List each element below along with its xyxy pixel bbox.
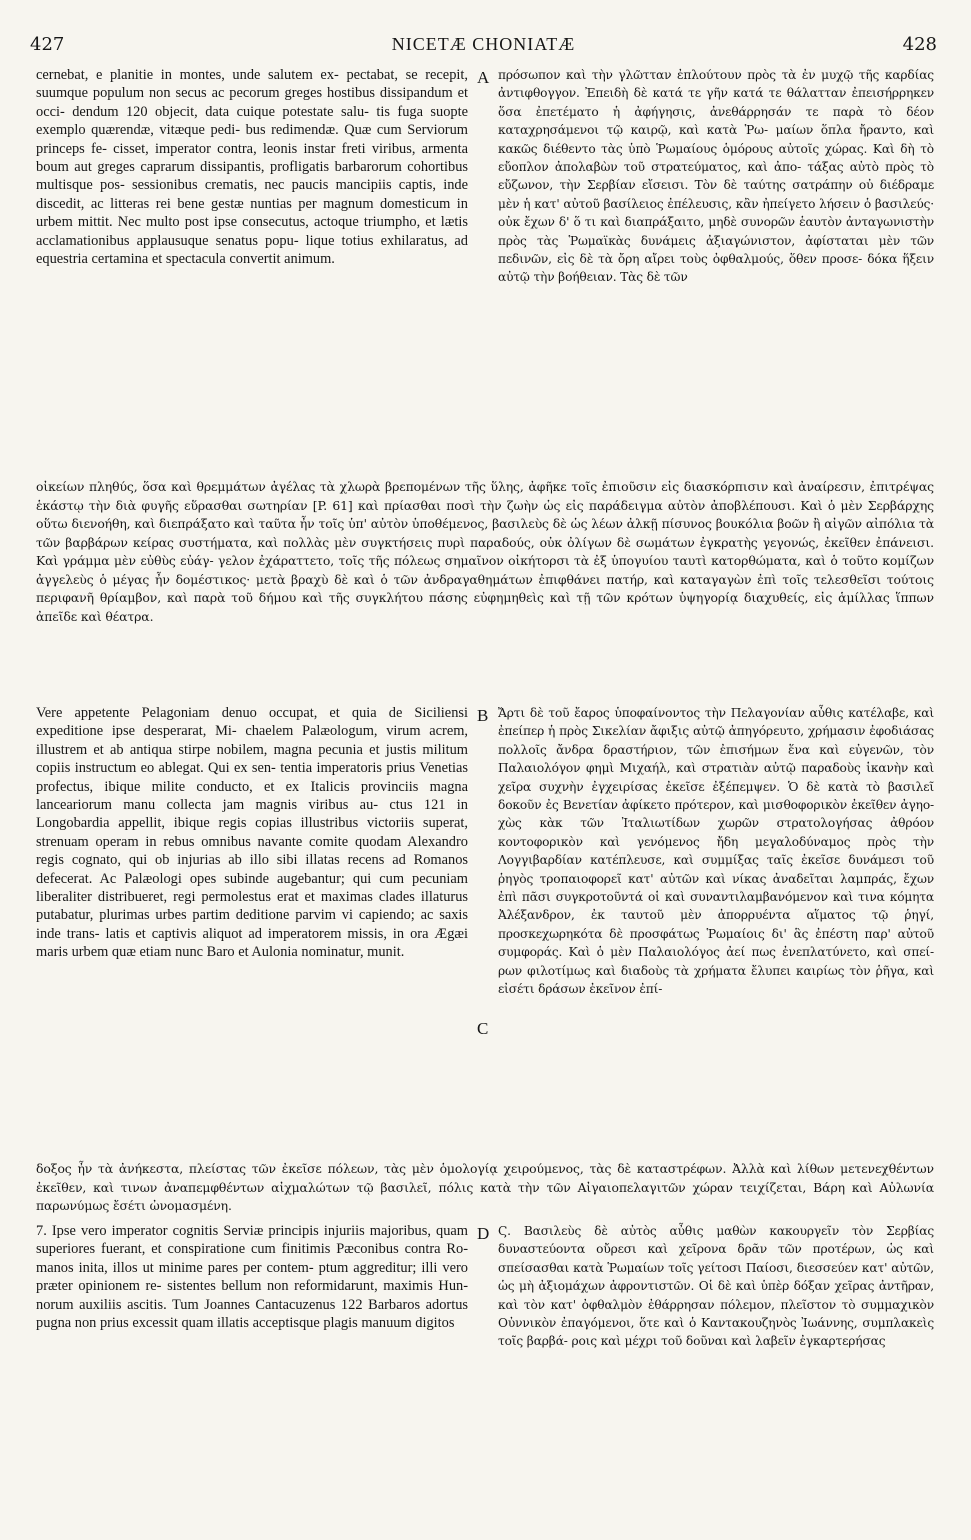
greek-column-b — [498, 704, 934, 999]
latin-text-b: Vere appetente Pelagoniam denuo occupat, et quia de Siciliensi expeditione ipse desperarat, Mi- chaelem Palæologum, virum acrem, illustrem et ab antiqua stirpe nobilem, magna pecunia et justis militum copiis instructum eo ablegat. Qui ex sen- tentia imperatoris prius Venetias profectus, ibique milite conducto, et ex Italicis provinciis magna lanceariorum manu collecta jam magnis viribus au- ctus 121 in Longobardia appellit, ibique regis copias illustribus victoriis superat, strenuam operam in rebus omnibus navante comite quodam Alexandro regis cognato, qui ob injurias ab illo sibi illatas recens ad Romanos defecerat. Ac Palæologi opes subinde augebantur; qui cum pecuniam liberaliter distribueret, regi permolestus erat et maximas clades illaturus putabatur, plurimas urbes partim deditione parvim vi capiendo; ac saxis inde trans- latis et captivis aliquot ad imperatorem missis, in ora Ægæi maris urbem quæ etiam nunc Baro et Aulonia nominatur, munit. — [36, 705, 468, 961]
greek-fullwidth-a — [36, 478, 934, 626]
greek-fullwidth-b — [36, 1160, 934, 1216]
latin-column-a — [36, 66, 468, 268]
latin-text-a: cernebat, e planitie in montes, unde salutem ex- pectabat, se recepit, suumque populum non secus ac pecorum greges hostibus dissipandum et occi- dendum 120 objecit, data cuique potestate salu- tis fuga suopte exemplo quærendæ, vitæque pedi- bus redimendæ. Quæ cum Serviorum princeps fe- cisset, imperator contra, leonis instar freti viribus, armenta boum aut greges caprarum dissipantis, profligatis barbarorum cohortibus multisque pos- sessionibus crematis, nec paucis mancipiis captis, inde discedit, ac litteras rei bene gestæ nuntias per magnum domesticum in urbem mittit. Nec multo post ipse consecutus, actoque triumpho, et lætis acclamationibus applausuque senatus popu- lique totius exhilaratus, ad equestria certamina et spectacula convertit animum. — [36, 67, 468, 268]
greek-text-d: Ϛ. Βασιλεὺς δὲ αὐτὸς αὖθις μαθὼν κακουργεῖν τὸν Σερβίας δυναστεύοντα οὔρεσι καὶ χεῖρονα δρᾶν τῶν προτέρων, ὡς καὶ σπείσασθαι κατὰ Ῥωμαίων τοῖς γείτοσι Παίοσι, διεσσεύεν κατ' αὐτῶν, ὡς μὴ ἀξιομάχων ἀφροντιστῶν. Οἱ δὲ καὶ ὑπὲρ δόξαν χεῖρας ἀντῆραν, καὶ τὸν κατ' ὀφθαλμὸν ἐθάρρησαν πόλεμον, πλεῖστον τὸ συμμαχικὸν Οὐννικὸν ἐπαγόμενοι, ὅτε καὶ ὁ Καντακουζηνὸς Ἰωάννης, συμπλακεὶς τοῖς βαρβά- ροις καὶ μέχρι τοῦ δοῦναι καὶ λαβεῖν ἐγκαρτερήσας — [498, 1224, 934, 1349]
greek-text-a: πρόσωπον καὶ τὴν γλῶτταν ἐπλούτουν πρὸς τὰ ἐν μυχῷ τῆς καρδίας ἀντιφθογγον. Ἐπειδὴ δὲ κατά τε γῆν κατά τε θάλατταν ἐπεισήρρηκεν ὅσα ἐπετέματο ἡ ἀφήγησις, ἀνεθάρρησάν τε παρὰ τὸ δέον καταχρησάμενοι τῷ καιρῷ, καὶ κατὰ Ῥω- μαίων ὅπλα ἤραντο, καὶ κακῶς διέθεντο τὰς ὑπὸ Ῥωμαίους ὁμόρους αὐτοῖς χώρας. Καὶ δὴ τὸ εὔοπλον ἀπολαβὼν τοῦ στρατεύματος, καὶ ἀπο- τάξας αὐτὸ πρὸς τὸ εὔζωνον, τὴν Σερβίαν εἴσεισι. Τὸν δὲ ταύτης σατράπην οὐ διέδραμε μὲν ἡ κατ' αὐτοῦ βασίλειος ἐπέλευσις, κἂν ἠπείγετο λήσειν ὁ βασιλεύς· οὐκ ἔχων δ' ὅ τι καὶ διαπράξαιτο, μηδὲ συνορῶν ἑαυτὸν ἀνταγωνιστὴν πρὸς τὰς Ῥωμαϊκὰς δυνάμεις ἀξιαγώνιστον, ἀφίσταται μὲν τῶν πεδινῶν, εἰς δὲ τὰ ὄρη αἴρει τοὺς ὀφθαλμούς, ὅθεν προσε- δόκα ἥξειν αὐτῷ τὴν βοήθειαν. Τὰς δὲ τῶν — [498, 68, 934, 285]
margin-marker-b: B — [477, 706, 489, 725]
margin-marker-c: C — [477, 1019, 489, 1038]
greek-column-a — [498, 66, 934, 287]
left-page-number: 427 — [30, 34, 65, 55]
greek-column-d — [498, 1222, 934, 1351]
greek-text-b-full: δοξος ἦν τὰ ἀνήκεστα, πλείστας τῶν ἐκεῖσε πόλεων, τὰς μὲν ὁμολογίᾳ χειρούμενος, τὰς δὲ καταστρέφων. Ἀλλὰ καὶ λίθων μετενεχθέντων ἐκεῖθεν, καὶ τινων ἀναπεμφθέντων αἰχμαλώτων τῷ βασιλεῖ, πόλις κατὰ τὴν τῶν Αἰγαιοπελαγιτῶν χώραν τειχίζεται, Βάρη καὶ Αὐλωνία παρωνύμως ἔσέτι ὠνομασμένη. — [36, 1161, 934, 1213]
greek-text-b: Ἄρτι δὲ τοῦ ἔαρος ὑποφαίνοντος τὴν Πελαγονίαν αὖθις κατέλαβε, καὶ ἐπείπερ ἡ πρὸς Σικελίαν ἄφιξις αὐτῷ ἀπηγόρευτο, χρήμασιν ἐφοδιάσας πολλοῖς ἄνδρα δραστήριον, τῶν ἐπισήμων ἕνα καὶ εὐγενῶν, τὸν Παλαιολόγον φημὶ Μιχαήλ, καὶ στρατιὰν αὐτῷ παραδοὺς ἱκανὴν καὶ χεῖρα συχνὴν ἐγχειρίσας ἐκεῖσε ἐξέπεμψεν. Ὁ δὲ κατὰ τὸ βασιλεῖ δοκοῦν ἐς Βενετίαν ἀφίκετο πρότερον, καὶ μισθοφορικὸν ἐκεῖθεν ἀγηο- χὼς κὰκ τῶν Ἰταλιωτίδων χωρῶν στρατολογήσας ἀθρόον κοντοφορικὸν καὶ γενόμενος ἤδη μεγαλοδύναμος πρὸς τὴν Λογγιβαρδίαν κατέπλευσε, καὶ συμμίξας ταῖς ἐκεῖσε δυνάμεσι τοῦ ῥηγὸς τροπαιοφορεῖ κατ' αὐτῶν καὶ νίκας ἀναδεῖται λαμπράς, ἔχων ἐπὶ πᾶσι συγκροτοῦντά οἱ καὶ συναντιλαμβανόμενον καὶ τινα κόμητα Ἀλέξανδρον, ἐκ ταυτοῦ μὲν ἀπορρυέντα αἵματος τῷ ῥηγί, προσκεχωρηκότα δὲ προσφάτως Ῥωμαίοις δι' ἃς ἐπέστη παρ' αὐτοῦ συμφοράς. Καὶ ὁ μὲν Παλαιολόγος ἀεί πως ἐνεπλατύνετο, καὶ σπεί- ρων φιλοτίμως καὶ διαδοὺς τὰ χρήματα ἔλυπει καιρίως τὸν ῥῆγα, καὶ εἰσέτι δράσων ἐκεῖνον ἐπί- — [498, 706, 934, 997]
right-page-number: 428 — [902, 34, 937, 55]
margin-marker-a: A — [477, 68, 490, 87]
latin-text-d: 7. Ipse vero imperator cognitis Serviæ principis injuriis majoribus, quam superiores fuerant, et conspiratione cum finitimis Pæconibus contra Ro- manos inita, illos ut minime pares per contem- ptum aggreditur; illi vero præter opinionem re- sistentes bellum non reformidarunt, maximis Hun- norum auxiliis ascitis. Tum Joannes Cantacuzenus 122 Barbaros adortus pugna non prius excessit quam illatis acceptisque plagis manuum digitos — [36, 1223, 468, 1332]
latin-column-b — [36, 704, 468, 962]
running-title: NICETÆ CHONIATÆ — [391, 34, 576, 54]
latin-column-d — [36, 1222, 468, 1332]
running-header — [30, 28, 937, 64]
margin-marker-d: D — [477, 1224, 490, 1243]
greek-text-a-full: οἰκείων πληθύς, ὅσα καὶ θρεμμάτων ἀγέλας τὰ χλωρὰ βρεπομένων τῆς ὕλης, ἀφῆκε τοῖς ἐπιοῦσιν εἰς διασκόρπισιν καὶ ἀναίρεσιν, ἐπιτρέψας ἑκάστῳ τὴν διὰ φυγῆς εὕρασθαι σωτηρίαν [P. 61] καὶ πρίασθαι ποσὶ τὴν ζωὴν ὡς εἰς παράδειγμα αὐτὸν ἀποβλέπουσι. Καὶ ὁ μὲν Σερβάρχης οὕτω διενοήθη, καὶ διεπράξατο καὶ ταῦτα ἦν τοῖς ὑπ' αὐτὸν ὑποθέμενος, βασιλεὺς δὲ ὡς λέων ἀλκῇ πίσυνος βουκόλια βοῶν ἢ αἰγῶν αἰπόλια τὰ τῶν βαρβάρων κείρας συστήματα, καὶ πολλὰς μὲν συγκτήσεις πυρὶ παραδούς, οὐκ ὀλίγων δὲ σωμάτων ἐγκρατὴς γεγονώς, ἐκεῖθεν ἐπάνεισι. Καὶ γράμμα μὲν εὐθὺς εὐάγ- γελον ἐχάραττετο, τοῖς τῆς πόλεως σημαῖνον οἰκήτορσι τὰ ἐξ ὑπογυίου ταυτὶ κατορθώματα, καὶ ὁ τοῦτο κομίζων ἀγγελεὺς ὁ μέγας ἦν δομέστικος· μετὰ βραχὺ δὲ καὶ ὁ τῶν ἀνδραγαθημάτων ἐπιφθάνει πατήρ, καὶ καταγαγὼν ἐπὶ τοῖς τελεσθεῖσι τούτοις περιφανῆ θρίαμβον, καὶ παρὰ τοῦ δήμου καὶ τῆς συγκλήτου πάσης εὐφημηθεὶς καὶ τῇ τῶν κρότων ὑψηγορίᾳ διαχυθείς, εἰς ἁμίλλας ἵππων ἀπεῖδε καὶ θέατρα. — [36, 479, 934, 624]
